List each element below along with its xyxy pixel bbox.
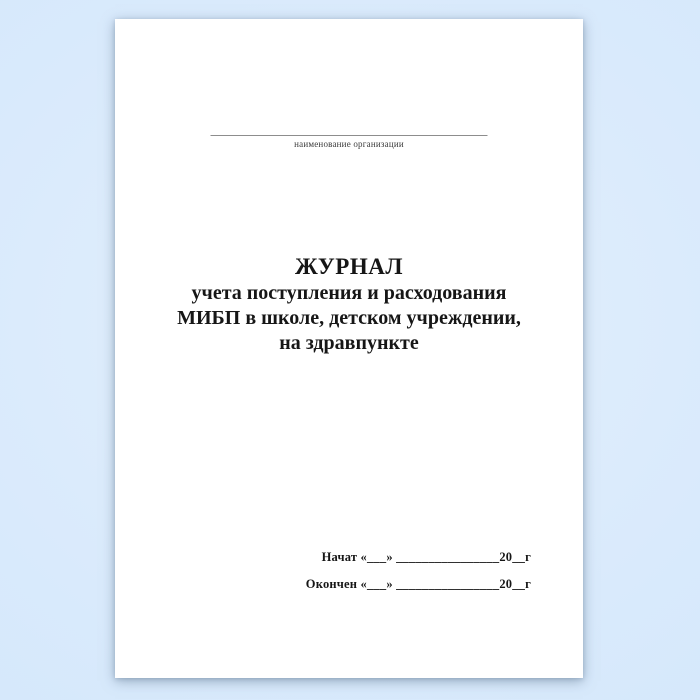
- date-started-year: 20__г: [499, 550, 531, 564]
- date-finished-row: [306, 577, 531, 591]
- date-started-label: Начат: [321, 550, 358, 564]
- organization-name-line: [211, 135, 488, 136]
- date-started-day-blank: «___»: [360, 550, 393, 564]
- journal-title-line-3: МИБП в школе, детском учреждении,: [177, 307, 521, 329]
- dates-block: [306, 550, 531, 604]
- journal-title-main: ЖУРНАЛ: [295, 254, 403, 279]
- document-page: [115, 19, 583, 678]
- date-started-fill-line: ________________: [396, 550, 500, 564]
- journal-title-block: [115, 253, 583, 356]
- date-finished-day-blank: «___»: [360, 577, 393, 591]
- journal-title-line-2: учета поступления и расходования: [191, 282, 507, 304]
- date-finished-label: Окончен: [305, 577, 358, 591]
- organization-name-block: [211, 135, 488, 150]
- date-started-row: [306, 550, 531, 564]
- journal-title-line-4: на здравпункте: [279, 332, 419, 354]
- organization-name-label: наименование организации: [294, 139, 404, 149]
- date-finished-fill-line: ________________: [396, 577, 500, 591]
- date-finished-year: 20__г: [499, 577, 531, 591]
